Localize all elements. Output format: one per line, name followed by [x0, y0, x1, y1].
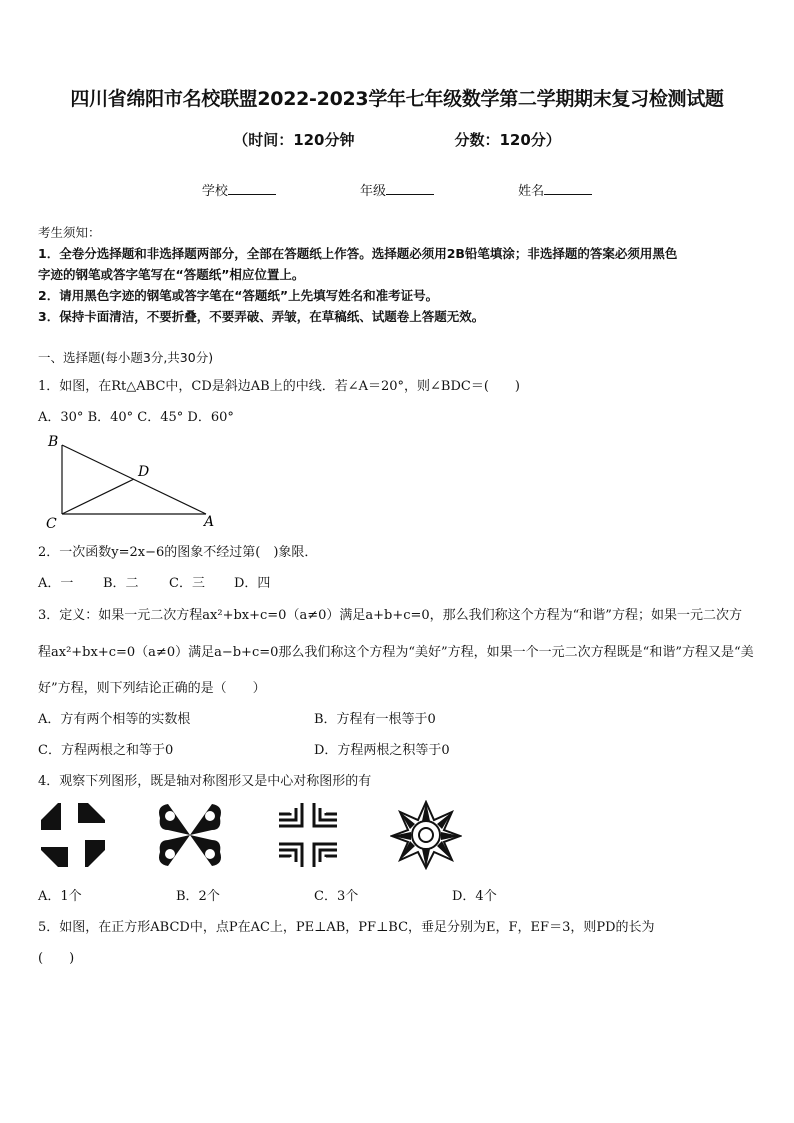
- question-5-line: 5．如图，在正方形ABCD中，点P在AC上，PE⊥AB，PF⊥BC，垂足分别为E，F，EF＝3，则PD的长为: [38, 920, 655, 935]
- option-c[interactable]: C．方程两根之和等于0: [38, 743, 174, 758]
- notice-item: 1．全卷分选择题和非选择题两部分，全部在答题纸上作答。选择题必须用2B铅笔填涂；非选择题的答案必须用黑色: [38, 246, 678, 261]
- option-a[interactable]: A．方有两个相等的实数根: [38, 712, 191, 727]
- triangle-figure: [40, 430, 230, 532]
- school-field[interactable]: 学校: [202, 180, 276, 199]
- option-c[interactable]: C．3个: [314, 889, 359, 904]
- butterfly-symbol-icon: [154, 800, 226, 870]
- section-heading: 一、选择题(每小题3分,共30分): [38, 350, 214, 365]
- question-3-line: 好”方程，则下列结论正确的是（ ）: [38, 681, 266, 696]
- question-5-line: ( ): [38, 951, 75, 966]
- notice-item: 3．保持卡面清洁，不要折叠，不要弄破、弄皱，在草稿纸、试题卷上答题无效。: [38, 309, 485, 324]
- question-2-stem: 2．一次函数y=2x−6的图象不经过第( )象限．: [38, 545, 318, 560]
- notice-heading: 考生须知：: [38, 225, 101, 240]
- option-a[interactable]: A．一: [38, 576, 74, 591]
- student-info-fields: [0, 180, 794, 199]
- option-a[interactable]: A．1个: [38, 889, 82, 904]
- vertex-label-d: D: [138, 464, 150, 480]
- option-b[interactable]: B．2个: [176, 889, 220, 904]
- cross-lines-symbol-icon: [276, 800, 340, 870]
- star-flower-symbol-icon: [390, 800, 462, 870]
- question-4-stem: 4．观察下列图形，既是轴对称图形又是中心对称图形的有: [38, 774, 372, 789]
- exam-notice: [38, 222, 758, 327]
- option-d[interactable]: D．方程两根之积等于0: [314, 743, 450, 758]
- exam-info: [0, 129, 794, 150]
- option-b[interactable]: B．方程有一根等于0: [314, 712, 436, 727]
- question-3-line: 3．定义：如果一元二次方程ax²+bx+c=0（a≠0）满足a+b+c=0，那么我们称这个方程为“和谐”方程；如果一元二次方: [38, 608, 742, 623]
- notice-item: 2．请用黑色字迹的钢笔或答字笔在“答题纸”上先填写姓名和准考证号。: [38, 288, 439, 303]
- name-field[interactable]: 姓名: [518, 180, 592, 199]
- question-1-options: A．30° B．40° C．45° D．60°: [38, 410, 234, 425]
- option-d[interactable]: D．四: [234, 576, 271, 591]
- grade-field[interactable]: 年级: [360, 180, 434, 199]
- octagon-frame-symbol-icon: [38, 800, 108, 870]
- exam-time: （时间：120分钟: [233, 131, 355, 149]
- question-3-line: 程ax²+bx+c=0（a≠0）满足a−b+c=0那么我们称这个方程为“美好”方程，如果一个一元二次方程既是“和谐”方程又是“美: [38, 645, 754, 660]
- option-d[interactable]: D．4个: [452, 889, 497, 904]
- page-title: 四川省绵阳市名校联盟2022-2023学年七年级数学第二学期期末复习检测试题: [70, 88, 724, 110]
- question-1-stem: 1．如图，在Rt△ABC中，CD是斜边AB上的中线．若∠A＝20°，则∠BDC＝( ): [38, 379, 521, 394]
- vertex-label-c: C: [46, 516, 57, 532]
- option-c[interactable]: C．三: [169, 576, 205, 591]
- notice-item: 字迹的钢笔或答字笔写在“答题纸”相应位置上。: [38, 267, 305, 282]
- option-b[interactable]: B．二: [103, 576, 139, 591]
- vertex-label-b: B: [48, 434, 59, 450]
- vertex-label-a: A: [204, 514, 215, 530]
- exam-score: 分数：120分）: [454, 131, 561, 149]
